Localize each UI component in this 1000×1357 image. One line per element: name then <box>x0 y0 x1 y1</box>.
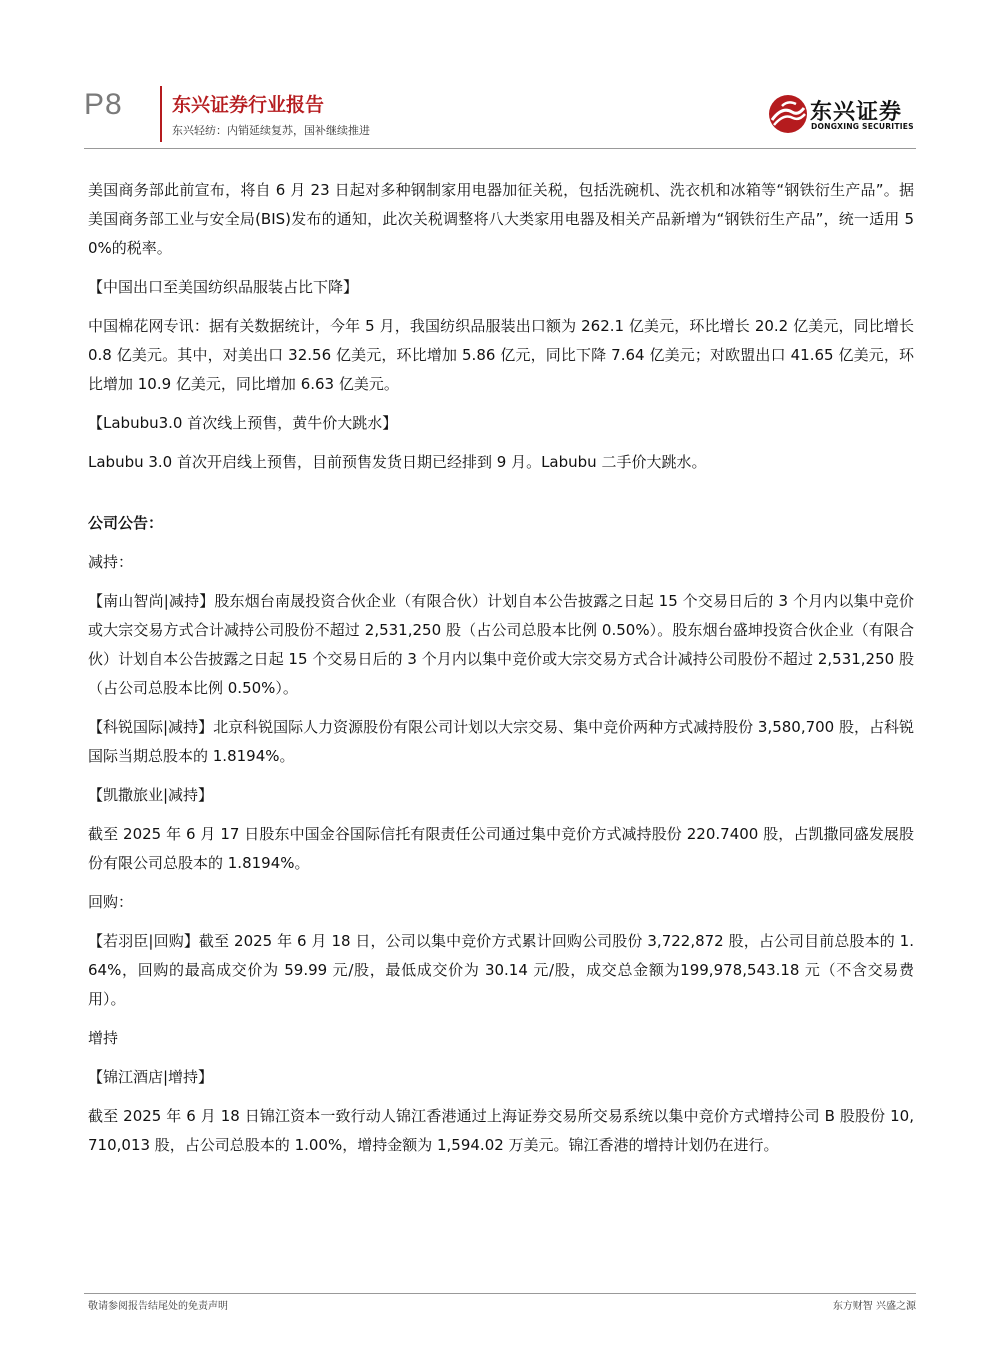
heading-jinjiang: 【锦江酒店|增持】 <box>88 1068 214 1086</box>
report-title: 东兴证券行业报告 <box>172 94 325 116</box>
header-divider <box>160 86 162 142</box>
logo-chinese-name: 东兴证券 <box>810 100 903 125</box>
heading-textile-export: 【中国出口至美国纺织品服装占比下降】 <box>88 278 359 296</box>
paragraph-textile-export: 中国棉花网专讯：据有关数据统计，今年 5 月，我国纺织品服装出口额为 262.1 亿美元，环比增长 20.2 亿美元，同比增长 0.8 亿美元。其中，对美出口 32.56 亿美元，环比增加 5.86 亿元，同比下降 7.64 亿美元；对欧盟出口 41.65 亿美元，环比增加 10.9 亿美元，同比增加 6.63 亿美元。 <box>88 317 914 393</box>
logo-english-name: DONGXING SECURITIES <box>811 122 914 131</box>
footer-slogan: 东方财智 兴盛之源 <box>832 1301 916 1312</box>
header-rule <box>84 148 916 149</box>
paragraph-nanshan: 【南山智尚|减持】股东烟台南晟投资合伙企业（有限合伙）计划自本公告披露之日起 15 个交易日后的 3 个月内以集中竞价或大宗交易方式合计减持公司股份不超过 2,531,250 股（占公司总股本比例 0.50%）。股东烟台盛坤投资合伙企业（有限合伙）计划自本公告披露之日起 15 个交易日后的 3 个月内以集中竞价或大宗交易方式合计减持公司股份不超过 2,531,250 股（占公司总股本比例 0.50%）。 <box>88 592 914 697</box>
paragraph-kaisa: 截至 2025 年 6 月 17 日股东中国金谷国际信托有限责任公司通过集中竞价方式减持股份 220.7400 股，占凯撒同盛发展股份有限公司总股本的 1.8194%。 <box>88 825 914 872</box>
section-heading-announcements: 公司公告： <box>88 514 164 532</box>
heading-kaisa: 【凯撒旅业|减持】 <box>88 786 214 804</box>
company-logo <box>768 94 918 134</box>
paragraph-labubu: Labubu 3.0 首次开启线上预售，目前预售发货日期已经排到 9 月。Labubu 二手价大跳水。 <box>88 453 707 471</box>
report-subtitle: 东兴轻纺：内销延续复苏，国补继续推进 <box>172 124 370 137</box>
page-number: P8 <box>84 88 123 121</box>
paragraph-kerui: 【科锐国际|减持】北京科锐国际人力资源股份有限公司计划以大宗交易、集中竞价两种方式减持股份 3,580,700 股，占科锐国际当期总股本的 1.8194%。 <box>88 718 914 765</box>
footer-disclaimer: 敬请参阅报告结尾处的免责声明 <box>88 1301 228 1312</box>
paragraph-jinjiang: 截至 2025 年 6 月 18 日锦江资本一致行动人锦江香港通过上海证券交易所交易系统以集中竞价方式增持公司 B 股股份 10,710,013 股，占公司总股本的 1.00%，增持金额为 1,594.02 万美元。锦江香港的增持计划仍在进行。 <box>88 1107 914 1154</box>
page-header <box>0 0 1000 150</box>
subheading-buyback: 回购： <box>88 893 134 911</box>
footer-rule <box>84 1293 916 1294</box>
subheading-reduction: 减持： <box>88 553 134 571</box>
subheading-increase: 增持 <box>88 1029 119 1047</box>
report-body <box>88 176 914 1170</box>
paragraph-tariff: 美国商务部此前宣布，将自 6 月 23 日起对多种钢制家用电器加征关税，包括洗碗机、洗衣机和冰箱等“钢铁衍生产品”。据美国商务部工业与安全局(BIS)发布的通知，此次关税调整将八大类家用电器及相关产品新增为“钢铁衍生产品”，统一适用 50%的税率。 <box>88 181 914 257</box>
heading-labubu: 【Labubu3.0 首次线上预售，黄牛价大跳水】 <box>88 414 398 432</box>
logo-mark-icon <box>768 94 808 134</box>
section-gap <box>88 487 914 509</box>
paragraph-ruoyuchen: 【若羽臣|回购】截至 2025 年 6 月 18 日，公司以集中竞价方式累计回购公司股份 3,722,872 股，占公司目前总股本的 1.64%，回购的最高成交价为 59.99 元/股，最低成交价为 30.14 元/股，成交总金额为199,978,543.18 元（不含交易费用）。 <box>88 932 914 1008</box>
